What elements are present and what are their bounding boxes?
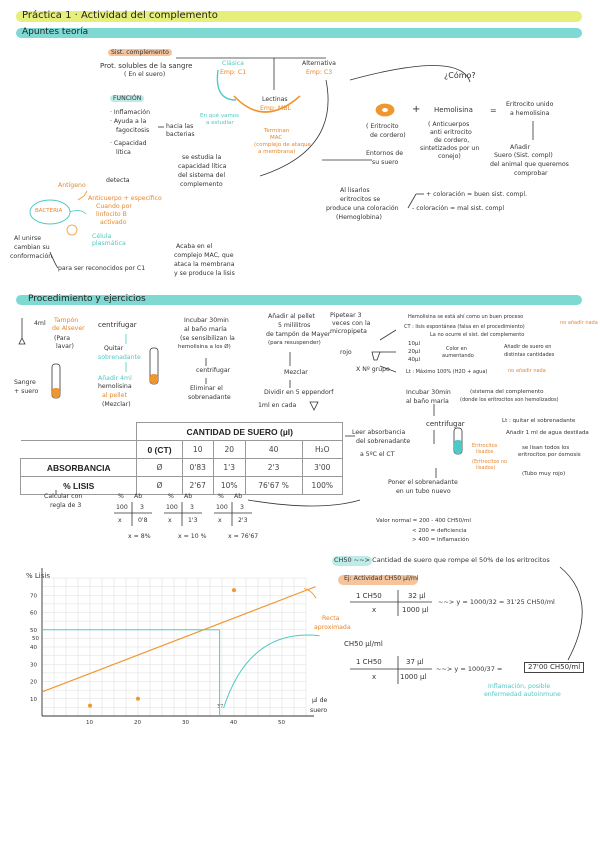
lisis-2: eritrocitos se	[340, 196, 381, 203]
grupo-label: X Nº grupo	[356, 366, 390, 373]
anadir-suero-2: distintas cantidades	[504, 352, 555, 358]
lisis-3: produce una coloración	[326, 205, 399, 212]
col-20: 20µl	[408, 349, 421, 355]
r-ab-2: Ab	[184, 493, 193, 500]
suero-2: del animal que queremos	[490, 161, 569, 168]
incubar-1: Incubar 30min	[184, 317, 229, 324]
valor-3: > 400 = Inflamación	[412, 537, 470, 543]
clasica-emp: Emp: C1	[220, 69, 247, 76]
complejo-label2: a membrana)	[258, 149, 296, 155]
pellet-lbl-2: lisados)	[476, 465, 496, 471]
header-cell: 0 (CT)	[137, 441, 182, 459]
antigeno-label: Antígeno	[58, 182, 86, 189]
data-point	[88, 704, 92, 708]
table-cell: 3'00	[302, 459, 342, 477]
col-aum-1: Color en	[446, 346, 467, 352]
a-val: 32 µl	[408, 592, 426, 600]
lisis-graph	[30, 568, 320, 726]
r1-res: x = 8%	[128, 533, 151, 540]
reconocidos-label: para ser reconocidos por C1	[58, 265, 146, 272]
r1-d: 0'8	[138, 517, 148, 524]
suero-1: Suero (Sist. compl)	[494, 152, 553, 159]
no-anadir-1: no añadir nada	[560, 320, 598, 326]
incubar-3: (se sensibilizan la	[180, 335, 235, 342]
termina-label: Terminan	[264, 128, 290, 134]
como-label: ¿Cómo?	[444, 71, 476, 80]
anadir-suero-1: Añadir de suero en	[504, 344, 552, 350]
r2-res: x = 10 %	[178, 533, 207, 540]
incubar-b-2: al baño maría	[406, 398, 449, 405]
table-cell: Ø	[137, 459, 182, 477]
unirse-3: conformación	[10, 253, 53, 260]
quitar-1: Quitar	[104, 345, 124, 352]
anti-2: anti eritrocito	[430, 129, 472, 136]
r2-d: 1'3	[188, 517, 198, 524]
sangre-2: + suero	[14, 388, 39, 395]
suero-3: comprobar	[514, 170, 548, 177]
funcion-label: FUNCIÓN	[110, 96, 144, 103]
anticuerpo-3: linfocito B	[96, 211, 127, 218]
mezclar-label: Mezclar	[284, 369, 308, 376]
b-title: CH50 µl/ml	[344, 640, 383, 648]
b-den: 1000 µl	[400, 673, 427, 681]
prot-text2: ( En el suero)	[124, 71, 166, 78]
data-point	[232, 588, 236, 592]
eliminar-2: sobrenadante	[188, 394, 231, 401]
leer-1: Leer absorbancia	[352, 429, 406, 436]
lt-label: Lt : Máximo 100% (H2O + agua)	[406, 369, 488, 375]
r3-a: 100	[216, 504, 228, 511]
tampon-4: lavar)	[56, 343, 74, 350]
tampon-3: (Para	[54, 335, 70, 342]
detecta-label: detecta	[106, 177, 130, 184]
hemolisina-nada: Hemolisina se está ahí como un buen proceso	[408, 314, 524, 320]
incubar-2: al baño maría	[184, 326, 227, 333]
page-title: Práctica 1 · Actividad del complemento	[22, 10, 218, 21]
plus-sign: +	[412, 104, 421, 115]
centrifugar-2: centrifugar	[196, 367, 231, 374]
acaba-1: Acaba en el	[176, 243, 213, 250]
ct-label2: La no ocurre el sist. del complemento	[430, 332, 525, 338]
pipetear-3: micropipeta	[330, 328, 367, 335]
hacia-label: hacia las	[166, 123, 194, 130]
y-tick-label: 20	[30, 679, 37, 686]
a-den: 1000 µl	[402, 606, 429, 614]
dividir-1: Dividir en 5 eppendorf	[264, 389, 334, 396]
y-tick-label: 30	[30, 662, 37, 669]
r1-c: x	[118, 517, 122, 524]
table-cell: 2'67	[182, 477, 213, 495]
valor-2: < 200 = deficiencia	[412, 528, 467, 534]
poner-1: Poner el sobrenadante	[388, 479, 458, 486]
pellet-lbl-1: (Eritrocitos no	[472, 459, 508, 465]
anticuerpo-4: activado	[100, 219, 127, 226]
x-tick-label: 20	[134, 720, 141, 726]
section1-title: Apuntes teoría	[22, 27, 89, 37]
table-cell: 10%	[213, 477, 245, 495]
prot-text: Prot. solubles de la sangre	[100, 62, 193, 70]
incubar-b-3: (sistema del complemento	[470, 389, 544, 395]
anti-3: de cordero,	[434, 137, 470, 144]
anadir-1: Añadir 4ml	[98, 375, 132, 382]
incubar-b-1: Incubar 30min	[406, 389, 451, 396]
en-que-label: En qué vamos	[200, 113, 240, 119]
pellet-4: (para resuspender)	[268, 340, 321, 346]
graph-ymark: 50	[32, 636, 39, 642]
entorno-2: su suero	[372, 159, 399, 166]
r-pct-3: %	[218, 493, 224, 500]
x-tick-label: 40	[230, 720, 237, 726]
b-val: 37 µl	[406, 658, 424, 666]
pipetear-2: veces con la	[332, 320, 371, 327]
hemolisina-label: Hemolisina	[434, 106, 473, 114]
coloracion-mas: + coloración = buen sist. compl.	[426, 191, 528, 198]
rojo-label: rojo	[340, 349, 352, 356]
coloracion-menos: - coloración = mal sist. compl	[412, 205, 505, 212]
anticuerpo-1: Anticuerpo + específico	[88, 195, 162, 202]
eritro-lisados-2: lisados	[476, 449, 494, 455]
anadir-2: hemolisina	[98, 383, 132, 390]
table-cell: 0'83	[182, 459, 213, 477]
table-cell: Ø	[137, 477, 182, 495]
acaba-2: complejo MAC, que	[174, 252, 234, 259]
funcion-3: fagocitosis	[116, 127, 150, 134]
centrifugar-label: centrifugar	[98, 321, 137, 329]
unirse-2: cambian su	[14, 244, 50, 251]
col-10: 10µl	[408, 341, 421, 347]
section2-title: Procedimiento y ejercicios	[28, 294, 146, 304]
x-tick-label: 50	[278, 720, 285, 726]
bacterias-label: bacterias	[166, 131, 195, 138]
valor-1: Valor normal = 200 - 400 CH50/ml	[376, 518, 471, 524]
dividir-2: 1ml en cada	[258, 402, 297, 409]
a-res: ~~> y = 1000/32 = 31'25 CH50/ml	[438, 598, 555, 606]
row-label: % LISIS	[21, 477, 137, 495]
posible-2: enfermedad autoinmune	[484, 691, 561, 698]
y-tick-label: 60	[30, 610, 37, 617]
incubar-4: hemolisina a los Ø)	[178, 344, 231, 350]
eritro-unido-1: Eritrocito unido	[506, 101, 554, 108]
r2-c: x	[168, 517, 172, 524]
estudia-2: capacidad lítica	[178, 163, 227, 170]
alternativa-emp: Emp: C3	[306, 69, 333, 76]
y-tick-label: 50	[30, 627, 37, 634]
a-x: x	[372, 606, 377, 614]
anti-5: conejo)	[438, 153, 461, 160]
marker-arrow	[224, 635, 320, 708]
anadir-agua: Añadir 1 ml de agua destilada	[506, 430, 589, 436]
lisis-4: (Hemoglobina)	[336, 214, 382, 221]
b-res: ~~> y = 1000/37 =	[436, 665, 503, 673]
x-tick-label: 30	[182, 720, 189, 726]
table-cell: 1'3	[213, 459, 245, 477]
b-x: x	[372, 673, 377, 681]
r1-b: 3	[140, 504, 144, 511]
r-ab-3: Ab	[234, 493, 243, 500]
tampon-1: Tampón	[54, 317, 79, 324]
act-label: Ej: Actividad CH50 µl/ml	[344, 575, 419, 582]
clasica-label: Clásica	[222, 60, 244, 67]
approx-2: aproximada	[314, 624, 351, 631]
acaba-4: y se produce la lisis	[174, 270, 235, 277]
table-cell: 76'67 %	[245, 477, 302, 495]
b-box: 27'00 CH50/ml	[524, 662, 584, 673]
incubar-b-4: (donde los eritrocitos son hemolizados)	[460, 397, 559, 403]
a-num: 1 CH50	[356, 592, 382, 600]
estudia-3: del sistema del	[178, 172, 226, 179]
header-cell: 10	[182, 441, 213, 459]
r-pct-2: %	[168, 493, 174, 500]
row-label: ABSORBANCIA	[21, 459, 137, 477]
r2-a: 100	[166, 504, 178, 511]
r2-b: 3	[190, 504, 194, 511]
lectinas-emp: Emp: MBL	[260, 105, 291, 112]
calculo-1: Calcular con	[44, 493, 83, 500]
pellet-1: Añadir al pellet	[268, 313, 315, 320]
anti-1: ( Anticuerpos	[428, 121, 470, 128]
header-cell: 40	[245, 441, 302, 459]
quitar-2: sobrenadante	[98, 354, 141, 361]
trend-line	[42, 587, 316, 692]
r-pct-1: %	[118, 493, 124, 500]
data-point	[136, 697, 140, 701]
unirse-1: Al unirse	[14, 235, 42, 242]
approx-1: Recta	[322, 615, 340, 622]
eritro-cordero-2: de cordero)	[370, 132, 406, 139]
funcion-4: · Capacidad	[110, 140, 147, 147]
calculo-2: regla de 3	[50, 502, 82, 509]
header-cell: H₂O	[302, 441, 342, 459]
eq-sign: =	[490, 106, 497, 115]
se-lisan-1: se lisan todos los	[522, 445, 570, 451]
pipetear-1: Pipetear 3	[330, 312, 362, 319]
r1-a: 100	[116, 504, 128, 511]
anti-4: sintetizados por un	[420, 145, 480, 152]
ch50-def: CH50 ~~> Cantidad de suero que rompe el 50% de los eritrocitos	[334, 556, 550, 564]
bacteria-label: BACTERIA	[35, 208, 63, 214]
r3-b: 3	[240, 504, 244, 511]
eritro-unido-2: a hemolisina	[510, 110, 550, 117]
entorno-1: Entornos de	[366, 150, 404, 157]
centrifugar-3: centrifugar	[426, 420, 465, 428]
tampon-2: de Alsever	[52, 325, 85, 332]
acaba-3: ataca la membrana	[174, 261, 235, 268]
sist-label: Sist. complemento	[108, 50, 172, 57]
celula-1: Célula	[92, 233, 112, 240]
eritro-lisados-1: Eritrocitos	[472, 443, 498, 449]
complejo-label: (complejo de ataque	[254, 142, 311, 148]
estudia-1: se estudia la	[182, 154, 222, 161]
tubo-muy-rojo: (Tubo muy rojo)	[522, 471, 566, 477]
funcion-1: · Inflamación	[110, 109, 151, 116]
lectinas-label: Lectinas	[262, 96, 288, 103]
table-caption: CANTIDAD DE SUERO (µl)	[137, 423, 343, 441]
x-tick-label: 10	[86, 720, 93, 726]
mac-label: MAC	[270, 135, 283, 141]
graph-xlabel-1: µl de	[312, 697, 328, 704]
r3-d: 2'3	[238, 517, 248, 524]
funcion-2: · Ayuda a la	[110, 118, 147, 125]
table-cell: 100%	[302, 477, 342, 495]
r3-res: x = 76'67	[228, 533, 259, 540]
lisis-1: Al lisarlos	[340, 187, 370, 194]
col-40: 40µl	[408, 357, 421, 363]
estudia-4: complemento	[180, 181, 223, 188]
anadir-4: (Mezclar)	[102, 401, 131, 408]
col-aum-2: aumentando	[442, 353, 474, 359]
r-ab-1: Ab	[134, 493, 143, 500]
alternativa-label: Alternativa	[302, 60, 336, 67]
anadir-label: Añadir	[510, 144, 531, 151]
en-que-label2: a estudiar	[206, 120, 234, 126]
se-lisan-2: eritrocitos por ósmosis	[518, 452, 581, 458]
header-cell: 20	[213, 441, 245, 459]
eliminar-1: Eliminar el	[190, 385, 223, 392]
sangre-1: Sangre	[14, 379, 36, 386]
pellet-2: 5 mililitros	[278, 322, 311, 329]
r3-c: x	[218, 517, 222, 524]
no-anadir-2: no añadir nada	[508, 368, 546, 374]
leer-2: del sobrenadante	[356, 438, 411, 445]
anticuerpo-2: Cuando por	[96, 203, 132, 210]
graph-xlabel-2: suero	[310, 707, 328, 714]
ct-label: CT : lisis espontánea (falsa en el procedimiento)	[404, 324, 525, 330]
y-tick-label: 40	[30, 645, 37, 651]
ml4-label: 4ml	[34, 320, 46, 327]
table-cell: 2'3	[245, 459, 302, 477]
graph-ylabel: % Lisis	[26, 572, 50, 580]
lt2-label: Lt : quitar el sobrenadante	[502, 418, 576, 424]
y-tick-label: 70	[30, 593, 37, 600]
funcion-5: lítica	[116, 149, 131, 156]
y-tick-label: 10	[30, 696, 37, 703]
posible-1: Inflamación, posible	[488, 683, 551, 690]
celula-2: plasmática	[92, 240, 126, 247]
pellet-3: de tampón de Mayer	[266, 331, 331, 338]
leer-3: a 5ºC el CT	[360, 451, 395, 458]
graph-xmark: 37	[217, 704, 224, 710]
eritro-cordero-1: ( Eritrocito	[366, 123, 399, 130]
b-num: 1 CH50	[356, 658, 382, 666]
poner-2: en un tubo nuevo	[396, 488, 451, 495]
anadir-3: al pellet	[102, 392, 127, 399]
